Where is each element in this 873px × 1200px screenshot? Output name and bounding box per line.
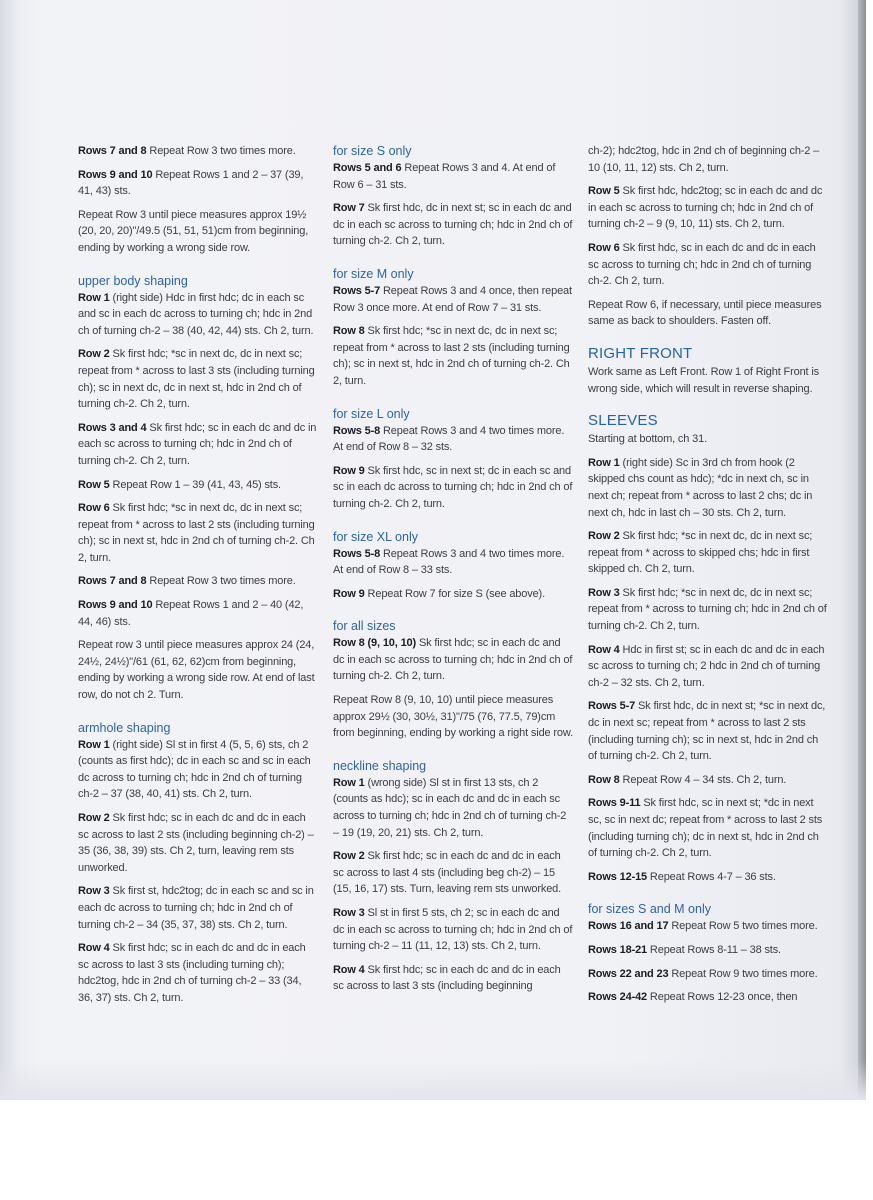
- row-instructions: Repeat Rows 3 and 4 two times more. At end of Row 8 – 32 sts.: [333, 424, 565, 454]
- row-label: Row 9: [333, 464, 365, 477]
- pattern-paragraph: [588, 364, 828, 397]
- subsection-heading: for size XL only: [333, 529, 418, 544]
- row-instructions: Repeat Rows 8-11 – 38 sts.: [647, 943, 781, 956]
- row-label: Rows 5 and 6: [333, 162, 402, 174]
- row-instructions: Repeat Row 3 until piece measures approx 19½ (20, 20, 20)"/49.5 (51, 51, 51)cm from beginning, ending by working a wrong side row.: [78, 208, 309, 254]
- pattern-paragraph: [78, 500, 318, 566]
- row-instructions: Repeat Rows 3 and 4 two times more. At end of Row 8 – 33 sts.: [333, 547, 565, 577]
- pattern-paragraph: [78, 597, 318, 630]
- row-instructions: Repeat Rows 1 and 2 – 37 (39, 41, 43) sts.: [78, 168, 304, 198]
- row-instructions: Sk first hdc, sc in next st; dc in each sc and sc in each dc across to turning ch; hdc in 2nd ch of turning ch-2. Ch 2, turn.: [333, 464, 573, 510]
- text-column-2: [333, 143, 573, 1002]
- row-instructions: Repeat Row 5 two times more.: [668, 920, 818, 933]
- row-label: Rows 5-8: [333, 424, 381, 437]
- row-label: Row 4: [588, 643, 620, 656]
- row-instructions: Sk first hdc, dc in next st; sc in each dc and dc in each sc across to turning ch; hdc in 2nd ch of turning ch-2. Ch 2, turn.: [333, 202, 573, 248]
- row-instructions: Repeat Row 7 for size S (see above).: [364, 587, 545, 600]
- pattern-paragraph: [588, 183, 828, 233]
- section-heading: RIGHT FRONT: [588, 344, 693, 362]
- section-heading: SLEEVES: [588, 412, 658, 430]
- pattern-paragraph: [78, 290, 318, 340]
- row-label: Row 4: [78, 942, 110, 955]
- row-instructions: Repeat row 3 until piece measures approx 24 (24, 24½, 24½)"/61 (61, 62, 62)cm from beginning, ending by working a wrong side row. At end of last row, do not ch 2. Turn.: [78, 639, 315, 702]
- row-instructions: Starting at bottom, ch 31.: [588, 433, 708, 446]
- row-instructions: (wrong side) Sl st in first 13 sts, ch 2 (counts as hdc); sc in each dc and dc in each sc across to turning ch; hdc in 2nd ch of turning ch-2 – 19 (19, 20, 21) sts. Ch 2, turn.: [333, 776, 567, 839]
- pattern-paragraph: [333, 775, 573, 841]
- row-label: Row 1: [78, 738, 110, 751]
- subsection-heading: armhole shaping: [78, 720, 171, 735]
- row-instructions: Repeat Row 1 – 39 (41, 43, 45) sts.: [109, 478, 281, 491]
- pattern-paragraph: [588, 795, 828, 861]
- row-instructions: Sl st in first 5 sts, ch 2; sc in each dc and dc in each sc across to turning ch; hdc in 2nd ch of turning ch-2 – 11 (11, 12, 13) sts. Ch 2, turn.: [333, 907, 573, 953]
- row-instructions: Repeat Row 3 two times more.: [146, 145, 296, 157]
- row-instructions: Sk first hdc; *sc in next dc, dc in next sc; repeat from * across to last 3 sts (including turning ch); sc in next dc, dc in next st, hdc in 2nd ch of turning ch-2. Ch 2, turn.: [78, 348, 315, 411]
- pattern-paragraph: [333, 962, 573, 995]
- row-label: Row 4: [333, 963, 365, 976]
- row-instructions: Repeat Row 9 two times more.: [668, 967, 818, 980]
- pattern-paragraph: [588, 642, 828, 692]
- pattern-paragraph: [333, 586, 573, 603]
- row-label: Row 1: [588, 456, 620, 469]
- text-column-3: [588, 143, 828, 1013]
- subsection-heading: neckline shaping: [333, 758, 427, 773]
- row-instructions: Sk first hdc, sc in each dc and dc in each sc across to turning ch; hdc in 2nd ch of turning ch-2. Ch 2, turn.: [588, 241, 816, 288]
- row-instructions: Sk first hdc; sc in each dc and dc in each sc across to last 4 sts (including beg ch-2) – 15 (15, 16, 17) sts. Turn, leaving rem sts unworked.: [333, 850, 562, 896]
- row-instructions: Sk first hdc; sc in each dc and dc in each sc across to turning ch; hdc in 2nd ch of turning ch-2. Ch 2, turn.: [333, 637, 573, 683]
- row-label: Rows 5-8: [333, 547, 381, 560]
- pattern-paragraph: [588, 240, 828, 290]
- row-label: Row 1: [333, 776, 365, 789]
- pattern-paragraph: [78, 737, 318, 803]
- pattern-paragraph: [588, 772, 828, 789]
- row-instructions: Sk first hdc; sc in each dc and dc in each sc across to turning ch; hdc in 2nd ch of turning ch-2. Ch 2, turn.: [78, 421, 317, 467]
- row-instructions: Repeat Rows 3 and 4 once, then repeat Row 3 once more. At end of Row 7 – 31 sts.: [333, 284, 572, 314]
- pattern-paragraph: [588, 942, 828, 959]
- row-label: Rows 18-21: [588, 943, 648, 956]
- row-instructions: Repeat Row 3 two times more.: [146, 575, 296, 588]
- pattern-paragraph: [588, 455, 828, 521]
- row-label: Rows 16 and 17: [588, 920, 669, 933]
- pattern-paragraph: [333, 848, 573, 898]
- row-instructions: Sk first hdc, hdc2tog; sc in each dc and dc in each sc across to turning ch; hdc in 2nd ch of turning ch-2 – 9 (9, 10, 11) sts. Ch 2, turn.: [588, 185, 823, 231]
- pattern-paragraph: [333, 160, 573, 193]
- row-label: Row 2: [333, 850, 365, 863]
- row-label: Row 1: [78, 291, 110, 304]
- row-instructions: Sk first st, hdc2tog; dc in each sc and sc in each dc across to turning ch; hdc in 2nd ch of turning ch-2 – 34 (35, 37, 38) sts. Ch 2, turn.: [78, 885, 314, 931]
- row-instructions: Sk first hdc; *sc in next dc, dc in next sc; repeat from * across to skipped chs; hdc in first skipped ch. Ch 2, turn.: [588, 530, 813, 576]
- row-instructions: Sk first hdc; *sc in next dc, dc in next sc; repeat from * across to last 2 sts (including turning ch); sc in next st, hdc in 2nd ch of turning ch-2. Ch 2, turn.: [333, 325, 570, 387]
- row-instructions: Sk first hdc; sc in each dc and dc in each sc across to last 3 sts (including turning ch); hdc2tog, hdc in 2nd ch of turning ch-2 – 33 (34, 36, 37) sts. Ch 2, turn.: [78, 942, 306, 1004]
- row-label: Row 2: [78, 812, 110, 824]
- row-instructions: Repeat Rows 4-7 – 36 sts.: [647, 870, 776, 883]
- pattern-paragraph: [588, 698, 828, 764]
- pattern-paragraph: [78, 637, 318, 703]
- row-label: Row 2: [78, 348, 110, 361]
- row-instructions: Repeat Row 8 (9, 10, 10) until piece measures approx 29½ (30, 30½, 31)"/75 (76, 77.5, 79)cm from beginning, ending by working a right side row.: [333, 694, 573, 740]
- row-label: Row 8: [588, 773, 620, 786]
- subsection-heading: for all sizes: [333, 619, 396, 634]
- row-label: Row 3: [78, 885, 110, 898]
- pattern-paragraph: [78, 810, 318, 876]
- subsection-heading: for sizes S and M only: [588, 902, 711, 917]
- pattern-paragraph: [78, 143, 318, 160]
- row-label: Row 8: [333, 325, 365, 338]
- row-instructions: ch-2); hdc2tog, hdc in 2nd ch of beginning ch-2 – 10 (10, 11, 12) sts. Ch 2, turn.: [588, 145, 820, 174]
- row-instructions: Repeat Row 6, if necessary, until piece measures same as back to shoulders. Fasten off.: [588, 298, 822, 328]
- row-label: Row 9: [333, 587, 365, 600]
- row-label: Rows 12-15: [588, 870, 648, 883]
- row-instructions: Sk first hdc, dc in next st; *sc in next dc, dc in next sc; repeat from * across to last 2 sts (including turning ch); sc in next st, hdc in 2nd ch of turning ch-2. Ch 2, turn.: [588, 700, 826, 763]
- subsection-heading: for size L only: [333, 406, 410, 421]
- page-edge-shadow: [858, 0, 866, 1100]
- row-instructions: Work same as Left Front. Row 1 of Right Front is wrong side, which will result in reverse shaping.: [588, 365, 820, 395]
- pattern-paragraph: [78, 940, 318, 1006]
- pattern-paragraph: [588, 585, 828, 635]
- row-label: Rows 5-7: [333, 284, 381, 297]
- subsection-heading: for size S only: [333, 144, 412, 158]
- row-label: Row 2: [588, 530, 620, 543]
- pattern-paragraph: [333, 692, 573, 742]
- row-label: Rows 24-42: [588, 991, 648, 1004]
- row-label: Row 6: [78, 502, 110, 515]
- text-column-1: [78, 143, 318, 1014]
- row-instructions: Sk first hdc; *sc in next dc, dc in next sc; repeat from * across to last 2 sts (including turning ch); sc in next st, hdc in 2nd ch of turning ch-2. Ch 2, turn.: [78, 502, 315, 564]
- row-instructions: (right side) Sc in 3rd ch from hook (2 skipped chs count as hdc); *dc in next ch, sc in next ch; repeat from * across to last 2 chs; dc in next ch, hdc in last ch – 30 sts. Ch 2, turn.: [588, 456, 813, 519]
- row-label: Row 3: [588, 586, 620, 599]
- pattern-paragraph: [78, 883, 318, 933]
- row-label: Row 5: [78, 478, 110, 491]
- pattern-paragraph: [588, 989, 828, 1006]
- row-instructions: Sk first hdc; sc in each dc and dc in each sc across to last 2 sts (including beginning ch-2) – 35 (36, 38, 39) sts. Ch 2, turn, leaving rem sts unworked.: [78, 812, 314, 874]
- row-instructions: (right side) Hdc in first hdc; dc in each sc and sc in each dc across to turning ch; hdc in 2nd ch of turning ch-2 – 38 (40, 42, 44) sts. Ch 2, turn.: [78, 291, 314, 337]
- subsection-heading: for size M only: [333, 266, 414, 281]
- pattern-paragraph: [333, 546, 573, 579]
- pattern-paragraph: [78, 167, 318, 200]
- pattern-paragraph: [588, 869, 828, 886]
- pattern-paragraph: [333, 635, 573, 685]
- pattern-paragraph: [78, 420, 318, 470]
- row-label: Row 5: [588, 185, 620, 198]
- row-label: Rows 22 and 23: [588, 967, 669, 980]
- row-label: Rows 7 and 8: [78, 575, 147, 588]
- pattern-paragraph: [333, 283, 573, 316]
- pattern-paragraph: [333, 905, 573, 955]
- pattern-paragraph: [588, 528, 828, 578]
- pattern-paragraph: [588, 143, 828, 176]
- row-label: Rows 9-11: [588, 797, 641, 810]
- row-instructions: Repeat Rows 3 and 4. At end of Row 6 – 31 sts.: [333, 162, 556, 191]
- pattern-paragraph: [333, 200, 573, 250]
- page-bottom-shade: [0, 1060, 866, 1100]
- row-label: Rows 5-7: [588, 700, 636, 713]
- row-label: Rows 9 and 10: [78, 599, 153, 612]
- pattern-paragraph: [333, 463, 573, 513]
- row-label: Rows 9 and 10: [78, 168, 153, 181]
- pattern-paragraph: [78, 346, 318, 412]
- row-instructions: Repeat Row 4 – 34 sts. Ch 2, turn.: [619, 773, 787, 786]
- pattern-paragraph: [588, 966, 828, 983]
- pattern-paragraph: [333, 423, 573, 456]
- pattern-paragraph: [333, 323, 573, 389]
- row-instructions: Sk first hdc; *sc in next dc, dc in next sc; repeat from * across to turning ch; hdc in 2nd ch of turning ch-2. Ch 2, turn.: [588, 586, 827, 633]
- row-instructions: (right side) Sl st in first 4 (5, 5, 6) sts, ch 2 (counts as first hdc); dc in each sc and sc in each dc across to turning ch; hdc in 2nd ch of turning ch-2 – 37 (38, 40, 41) sts. Ch 2, turn.: [78, 738, 311, 801]
- row-instructions: Repeat Rows 1 and 2 – 40 (42, 44, 46) sts.: [78, 599, 304, 628]
- row-label: Rows 7 and 8: [78, 145, 147, 157]
- row-instructions: Sk first hdc, sc in next st; *dc in next sc, sc in next dc; repeat from * across to last 2 sts (including turning ch); dc in next st, hdc in 2nd ch of turning ch-2. Ch 2, turn.: [588, 797, 823, 860]
- row-instructions: Sk first hdc; sc in each dc and dc in each sc across to last 3 sts (including beginning: [333, 963, 561, 993]
- row-label: Row 7: [333, 202, 365, 215]
- pattern-paragraph: [78, 477, 318, 494]
- row-label: Row 8 (9, 10, 10): [333, 637, 417, 650]
- pattern-paragraph: [588, 431, 828, 448]
- row-label: Rows 3 and 4: [78, 421, 147, 434]
- pattern-paragraph: [78, 573, 318, 590]
- row-label: Row 6: [588, 241, 620, 254]
- pattern-paragraph: [588, 918, 828, 935]
- subsection-heading: upper body shaping: [78, 273, 188, 288]
- pattern-paragraph: [78, 207, 318, 257]
- pattern-paragraph: [588, 297, 828, 330]
- row-instructions: Hdc in first st; sc in each dc and dc in each sc across to turning ch; 2 hdc in 2nd ch of turning ch-2 – 32 sts. Ch 2, turn.: [588, 643, 825, 689]
- row-label: Row 3: [333, 907, 365, 919]
- row-instructions: Repeat Rows 12-23 once, then: [647, 991, 798, 1004]
